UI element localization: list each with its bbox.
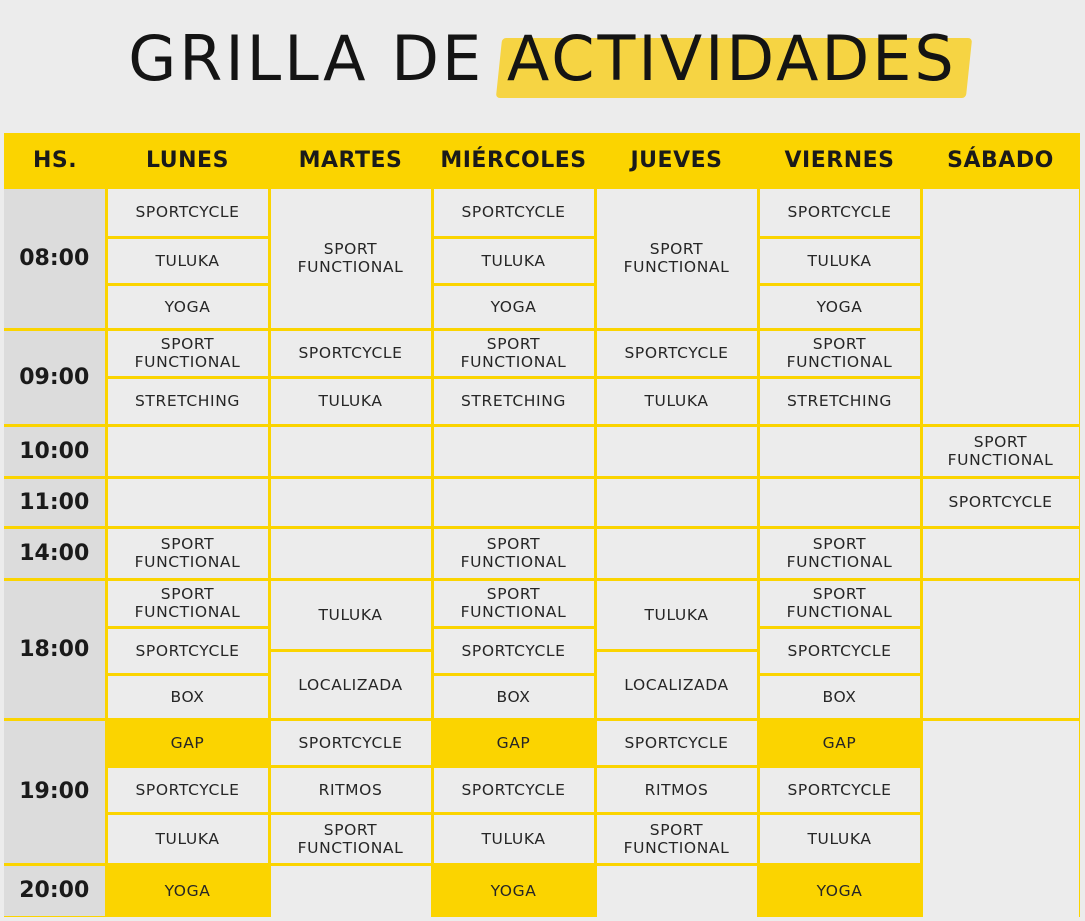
activity-cell-viernes	[760, 866, 920, 918]
activity-cell-lunes	[108, 427, 268, 476]
activity-label: SPORT FUNCTIONAL	[460, 585, 567, 621]
activity-label: SPORT FUNCTIONAL	[134, 585, 241, 621]
time-0800: 08:00	[4, 189, 105, 328]
header-hs: HS.	[32, 147, 78, 173]
time-1000: 10:00	[4, 427, 105, 476]
activity-cell-miercoles	[434, 427, 594, 476]
activity-cell-miercoles	[434, 721, 594, 765]
activity-label: LOCALIZADA	[624, 675, 729, 694]
activity-label: SPORT FUNCTIONAL	[297, 820, 404, 857]
activity-cell-viernes	[760, 676, 920, 718]
activity-cell-viernes	[760, 239, 920, 283]
header-martes: MARTES	[298, 147, 403, 173]
activity-label: TULUKA	[807, 829, 872, 848]
activity-cell-lunes	[108, 331, 268, 376]
activity-cell-jueves	[597, 721, 757, 765]
activity-cell-martes	[271, 866, 431, 918]
activity-cell-lunes	[108, 629, 268, 673]
activity-label: TULUKA	[481, 251, 546, 270]
activity-cell-sabado	[923, 529, 1079, 578]
activity-cell-martes	[271, 479, 431, 526]
activity-cell-viernes	[760, 331, 920, 376]
activity-label: SPORTCYCLE	[787, 203, 892, 221]
activity-label: BOX	[170, 687, 205, 706]
activity-cell-jueves	[597, 866, 757, 918]
activity-label: SPORTCYCLE	[461, 203, 566, 221]
activity-cell-miercoles	[434, 529, 594, 578]
activity-label: SPORTCYCLE	[135, 780, 240, 799]
time-0900: 09:00	[4, 331, 105, 424]
activity-cell-viernes	[760, 286, 920, 328]
activity-cell-viernes	[760, 815, 920, 863]
activity-label: YOGA	[490, 297, 537, 316]
activity-label: RITMOS	[644, 780, 709, 799]
activity-cell-martes	[271, 652, 431, 718]
activity-label: SPORTCYCLE	[135, 203, 240, 221]
header-jueves: JUEVES	[630, 147, 723, 173]
activity-label: SPORTCYCLE	[787, 780, 892, 799]
activity-label: SPORTCYCLE	[787, 641, 892, 660]
activity-label: TULUKA	[644, 392, 709, 410]
activity-label: SPORT FUNCTIONAL	[460, 535, 567, 571]
activity-cell-miercoles	[434, 629, 594, 673]
activity-cell-martes	[271, 331, 431, 376]
activity-label: SPORT FUNCTIONAL	[623, 240, 730, 276]
activity-cell-jueves	[597, 815, 757, 863]
activity-cell-miercoles	[434, 189, 594, 236]
activity-cell-lunes	[108, 676, 268, 718]
activity-label: SPORT FUNCTIONAL	[297, 240, 404, 276]
activity-label: SPORT FUNCTIONAL	[134, 535, 241, 571]
schedule-grid	[4, 133, 1080, 917]
activity-cell-jueves	[597, 529, 757, 578]
activity-label: SPORT FUNCTIONAL	[786, 335, 893, 371]
activity-cell-lunes	[108, 479, 268, 526]
activity-label: STRETCHING	[786, 392, 893, 410]
activity-label: SPORTCYCLE	[135, 641, 240, 660]
activity-label: TULUKA	[318, 605, 383, 624]
activity-label: SPORT FUNCTIONAL	[134, 335, 241, 371]
time-1900: 19:00	[4, 721, 105, 863]
activity-label: TULUKA	[155, 251, 220, 270]
activity-cell-miercoles	[434, 768, 594, 812]
activity-cell-martes	[271, 581, 431, 649]
time-1100: 11:00	[4, 479, 105, 526]
activity-label: YOGA	[816, 297, 863, 316]
activity-label: SPORT FUNCTIONAL	[947, 433, 1054, 469]
activity-cell-lunes	[108, 379, 268, 424]
activity-cell-martes	[271, 189, 431, 328]
activity-cell-miercoles	[434, 379, 594, 424]
activity-cell-viernes	[760, 427, 920, 476]
title-highlight: ACTIVIDADES	[507, 14, 957, 104]
activity-label: SPORTCYCLE	[298, 733, 403, 752]
time-2000: 20:00	[4, 866, 105, 916]
activity-label: GAP	[496, 733, 531, 752]
activity-label: TULUKA	[155, 829, 220, 848]
activity-cell-martes	[271, 427, 431, 476]
activity-label: SPORTCYCLE	[624, 733, 729, 752]
activity-label: YOGA	[816, 882, 863, 901]
header-sabado: SÁBADO	[947, 147, 1054, 173]
activity-cell-sabado	[923, 581, 1079, 718]
activity-cell-sabado	[923, 189, 1079, 424]
activity-label: SPORTCYCLE	[461, 780, 566, 799]
activity-cell-jueves	[597, 652, 757, 718]
activity-label: YOGA	[164, 297, 211, 316]
activity-label: SPORT FUNCTIONAL	[786, 585, 893, 621]
activity-cell-martes	[271, 721, 431, 765]
activity-cell-jueves	[597, 427, 757, 476]
activity-cell-miercoles	[434, 815, 594, 863]
activity-cell-lunes	[108, 286, 268, 328]
header-lunes: LUNES	[146, 147, 229, 173]
title-text	[128, 14, 956, 104]
activity-cell-viernes	[760, 629, 920, 673]
activity-label: GAP	[822, 733, 857, 752]
activity-cell-jueves	[597, 379, 757, 424]
title-plain: GRILLA DE	[128, 22, 485, 95]
time-1800: 18:00	[4, 581, 105, 718]
activity-cell-lunes	[108, 189, 268, 236]
activity-cell-martes	[271, 379, 431, 424]
activity-label: TULUKA	[318, 392, 383, 410]
activity-cell-jueves	[597, 189, 757, 328]
activity-cell-lunes	[108, 768, 268, 812]
activity-label: SPORT FUNCTIONAL	[460, 335, 567, 371]
page-title	[0, 14, 1085, 104]
activity-cell-viernes	[760, 479, 920, 526]
activity-cell-jueves	[597, 768, 757, 812]
activity-cell-lunes	[108, 581, 268, 626]
activity-label: GAP	[170, 733, 205, 752]
activity-cell-jueves	[597, 479, 757, 526]
activity-cell-lunes	[108, 239, 268, 283]
activity-label: SPORTCYCLE	[624, 344, 729, 362]
activity-cell-jueves	[597, 331, 757, 376]
activity-cell-miercoles	[434, 676, 594, 718]
activity-label: RITMOS	[318, 780, 383, 799]
activity-cell-lunes	[108, 721, 268, 765]
activity-cell-viernes	[760, 529, 920, 578]
activity-cell-miercoles	[434, 581, 594, 626]
activity-cell-martes	[271, 529, 431, 578]
activity-label: SPORT FUNCTIONAL	[786, 535, 893, 571]
activity-cell-viernes	[760, 379, 920, 424]
activity-cell-viernes	[760, 581, 920, 626]
activity-cell-miercoles	[434, 239, 594, 283]
activity-label: TULUKA	[481, 829, 546, 848]
activity-cell-miercoles	[434, 479, 594, 526]
activity-label: SPORTCYCLE	[298, 344, 403, 362]
activity-cell-sabado	[923, 427, 1079, 476]
activity-cell-viernes	[760, 189, 920, 236]
activity-label: YOGA	[490, 882, 537, 901]
activity-cell-martes	[271, 815, 431, 863]
activity-cell-miercoles	[434, 286, 594, 328]
activity-cell-viernes	[760, 721, 920, 765]
activity-cell-miercoles	[434, 866, 594, 918]
activity-label: YOGA	[164, 882, 211, 901]
activity-label: BOX	[822, 687, 857, 706]
activity-label: BOX	[496, 687, 531, 706]
header-miercoles: MIÉRCOLES	[440, 147, 587, 173]
time-1400: 14:00	[4, 529, 105, 578]
activity-cell-viernes	[760, 768, 920, 812]
activity-label: SPORTCYCLE	[461, 641, 566, 660]
activity-cell-lunes	[108, 529, 268, 578]
activity-cell-miercoles	[434, 331, 594, 376]
activity-label: TULUKA	[807, 251, 872, 270]
activity-cell-martes	[271, 768, 431, 812]
activity-label: STRETCHING	[460, 392, 567, 410]
activity-label: STRETCHING	[134, 392, 241, 410]
activity-cell-jueves	[597, 581, 757, 649]
activity-cell-sabado	[923, 866, 1079, 918]
activity-cell-sabado	[923, 479, 1079, 526]
activity-cell-lunes	[108, 866, 268, 918]
activity-label: SPORT FUNCTIONAL	[623, 820, 730, 857]
header-viernes: VIERNES	[784, 147, 895, 173]
activity-label: LOCALIZADA	[298, 675, 403, 694]
activity-label: SPORTCYCLE	[948, 493, 1053, 511]
activity-label: TULUKA	[644, 605, 709, 624]
activity-cell-lunes	[108, 815, 268, 863]
